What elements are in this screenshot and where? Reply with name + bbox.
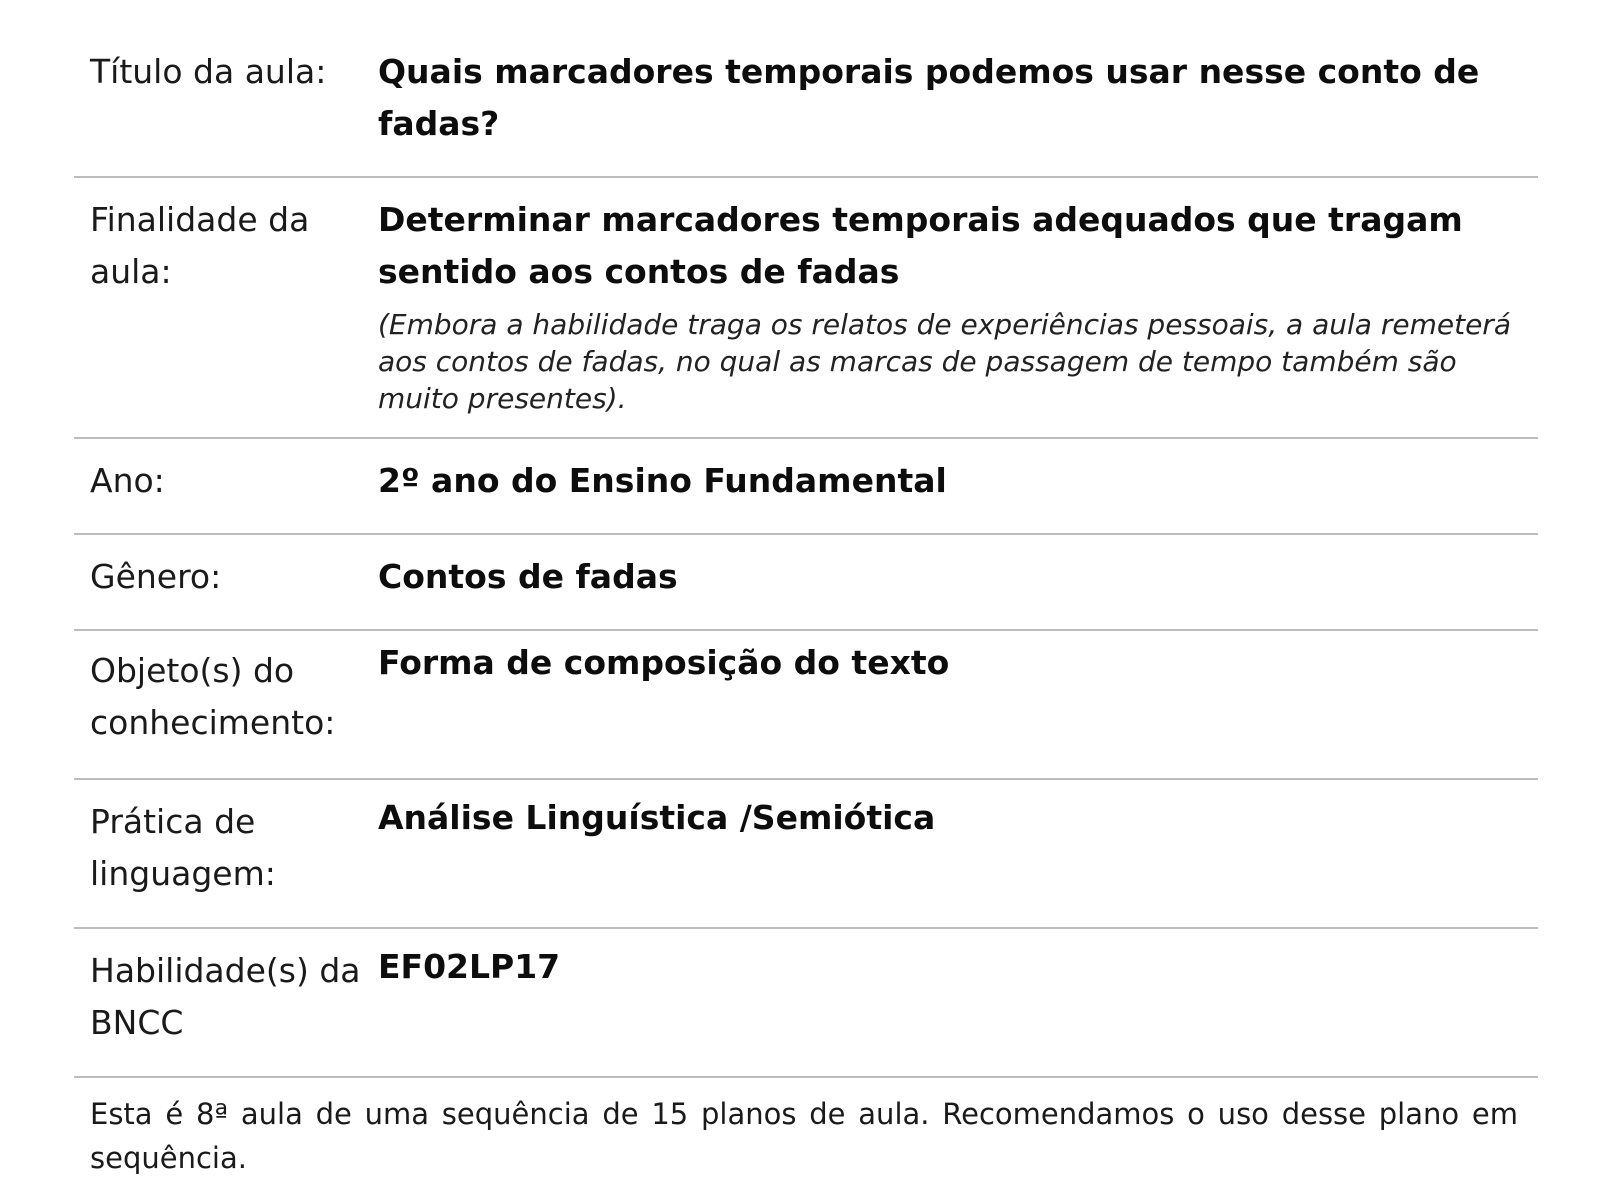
row-titulo <box>74 30 1538 178</box>
row-finalidade <box>74 178 1538 439</box>
row-pratica <box>74 780 1538 929</box>
label-pratica: Prática de linguagem: <box>90 802 276 893</box>
row-ano <box>74 439 1538 535</box>
label-titulo: Título da aula: <box>90 52 327 91</box>
note-finalidade: (Embora a habilidade traga os relatos de experiências pessoais, a aula remeterá aos contos de fadas, no qual as marcas de passagem de tempo também são muito presentes). <box>378 308 1511 415</box>
label-habilidade: Habilidade(s) da BNCC <box>90 951 361 1042</box>
value-habilidade: EF02LP17 <box>378 947 561 986</box>
row-objeto <box>74 631 1538 780</box>
label-genero: Gênero: <box>90 557 222 596</box>
label-ano: Ano: <box>90 461 165 500</box>
value-finalidade: Determinar marcadores temporais adequados que tragam sentido aos contos de fadas <box>378 200 1463 291</box>
lesson-info-table <box>74 30 1538 1078</box>
value-pratica: Análise Linguística /Semiótica <box>378 798 936 837</box>
label-finalidade: Finalidade da aula: <box>90 200 310 291</box>
value-finalidade-wrapper <box>378 194 1538 437</box>
value-genero: Contos de fadas <box>378 557 678 596</box>
value-objeto: Forma de composição do texto <box>378 643 950 682</box>
sequence-note: Esta é 8ª aula de uma sequência de 15 planos de aula. Recomendamos o uso desse plano em sequência. <box>90 1097 1518 1175</box>
row-habilidade <box>74 929 1538 1078</box>
label-objeto: Objeto(s) do conhecimento: <box>90 651 336 742</box>
value-titulo: Quais marcadores temporais podemos usar nesse conto de fadas? <box>378 52 1480 143</box>
value-ano: 2º ano do Ensino Fundamental <box>378 461 947 500</box>
row-genero <box>74 535 1538 631</box>
